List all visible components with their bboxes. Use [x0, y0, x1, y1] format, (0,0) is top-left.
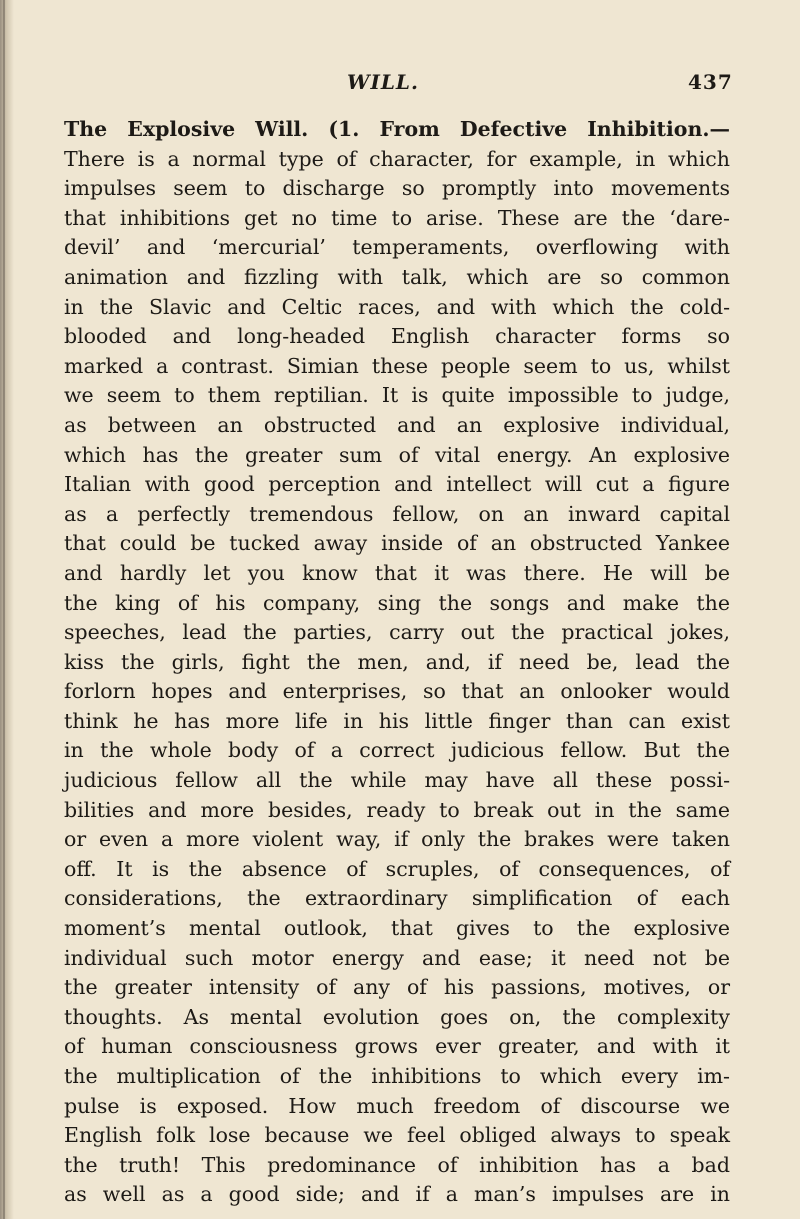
text-line: that could be tucked away inside of an obstructed Yankee: [64, 531, 730, 556]
text-line: as well as a good side; and if a man’s impulses are in: [64, 1182, 730, 1207]
text-line: the king of his company, sing the songs and make the: [64, 590, 730, 615]
text-line: judicious fellow all the while may have all these possi-: [64, 768, 730, 793]
text-line: marked a contrast. Simian these people seem to us, whilst: [64, 353, 730, 378]
text-line: thoughts. As mental evolution goes on, the complexity: [64, 1004, 730, 1029]
text-line: moment’s mental outlook, that gives to the explosive: [64, 916, 730, 941]
text-line: speeches, lead the parties, carry out the practical jokes,: [64, 620, 730, 645]
running-title: WILL.: [347, 70, 419, 94]
text-line: the multiplication of the inhibitions to which every im-: [64, 1064, 730, 1088]
text-line: pulse is exposed. How much freedom of discourse we: [64, 1093, 730, 1118]
page-number: 437: [688, 70, 733, 94]
text-line: bilities and more besides, ready to break out in the same: [64, 797, 730, 822]
text-line: and hardly let you know that it was there. He will be: [64, 560, 730, 585]
text-line: Italian with good perception and intellect will cut a figure: [64, 472, 730, 497]
text-line: blooded and long-headed English character forms so: [64, 324, 730, 349]
text-line: individual such motor energy and ease; it need not be: [64, 945, 730, 970]
text-line: English folk lose because we feel obliged always to speak: [64, 1123, 730, 1148]
binding-edge: [3, 0, 5, 1219]
text-line: as a perfectly tremendous fellow, on an inward capital: [64, 501, 730, 526]
body-text: [64, 115, 730, 1210]
running-head: [0, 70, 800, 100]
text-line: There is a normal type of character, for example, in which: [64, 146, 730, 171]
text-line: considerations, the extraordinary simplification of each: [64, 886, 730, 911]
text-line: that inhibitions get no time to arise. These are the ‘dare-: [64, 205, 730, 230]
text-line: of human consciousness grows ever greater, and with it: [64, 1034, 730, 1059]
text-line: we seem to them reptilian. It is quite impossible to judge,: [64, 383, 730, 408]
text-line: or even a more violent way, if only the brakes were taken: [64, 827, 730, 852]
text-line: animation and fizzling with talk, which are so common: [64, 264, 730, 289]
text-line: kiss the girls, fight the men, and, if need be, lead the: [64, 649, 730, 674]
text-line: as between an obstructed and an explosive individual,: [64, 412, 730, 437]
text-line: the greater intensity of any of his passions, motives, or: [64, 975, 730, 1000]
text-line: think he has more life in his little finger than can exist: [64, 708, 730, 733]
section-heading: The Explosive Will. (1. From Defective Inhibition.—: [64, 117, 730, 141]
text-line: impulses seem to discharge so promptly into movements: [64, 176, 730, 201]
text-line: in the whole body of a correct judicious fellow. But the: [64, 738, 730, 763]
text-line: off. It is the absence of scruples, of consequences, of: [64, 856, 730, 881]
text-line: in the Slavic and Celtic races, and with which the cold-: [64, 294, 730, 319]
text-line: the truth! This predominance of inhibition has a bad: [64, 1152, 730, 1177]
text-line: devil’ and ‘mercurial’ temperaments, overflowing with: [64, 235, 730, 260]
text-line: which has the greater sum of vital energy. An explosive: [64, 442, 730, 467]
text-line: forlorn hopes and enterprises, so that an onlooker would: [64, 679, 730, 704]
